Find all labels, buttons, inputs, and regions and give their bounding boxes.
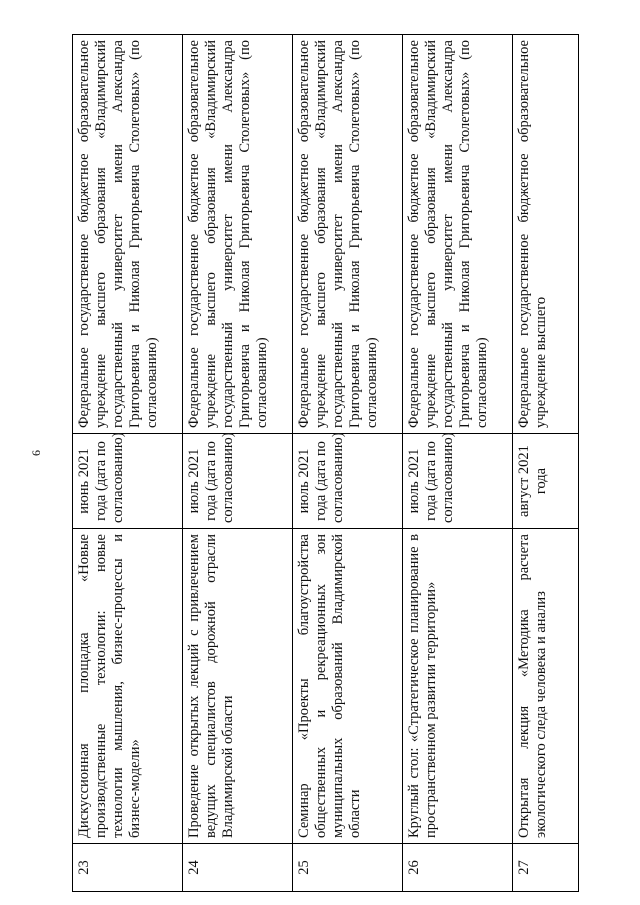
- row-number: 27: [513, 844, 579, 892]
- event-organizer: Федеральное государственное бюджетное образовательное учреждение высшего образования «Владимирский государственный университет имени Александра Григорьевича и Николая Григорьевича Столетовых» (по согласованию): [403, 35, 513, 434]
- event-organizer: Федеральное государственное бюджетное образовательное учреждение высшего: [513, 35, 579, 434]
- row-number: 25: [293, 844, 403, 892]
- row-number: 23: [73, 844, 183, 892]
- event-title: Семинар «Проекты благоустройства общественных и рекреационных зон муниципальных образований Владимирской области: [293, 529, 403, 844]
- row-number: 24: [183, 844, 293, 892]
- event-title: Открытая лекция «Методика расчета экологического следа человека и анализ: [513, 529, 579, 844]
- row-number: 26: [403, 844, 513, 892]
- event-date: июнь 2021 года (дата по согласованию): [73, 434, 183, 529]
- event-organizer: Федеральное государственное бюджетное образовательное учреждение высшего образования «Владимирский государственный университет имени Александра Григорьевича и Николая Григорьевича Столетовых» (по согласованию): [293, 35, 403, 434]
- table-row: [403, 35, 513, 892]
- event-date: июль 2021 года (дата по согласованию): [403, 434, 513, 529]
- table-row: [513, 35, 579, 892]
- event-title: Проведение открытых лекций с привлечением ведущих специалистов дорожной отрасли Владимирской области: [183, 529, 293, 844]
- event-date: июль 2021 года (дата по согласованию): [293, 434, 403, 529]
- event-title: Дискуссионная площадка «Новые производственные технологии: новые технологии мышления, бизнес-процессы и бизнес-модели»: [73, 529, 183, 844]
- event-organizer: Федеральное государственное бюджетное образовательное учреждение высшего образования «Владимирский государственный университет имени Александра Григорьевича и Николая Григорьевича Столетовых» (по согласованию): [73, 35, 183, 434]
- table-row: [293, 35, 403, 892]
- event-date: июль 2021 года (дата по согласованию): [183, 434, 293, 529]
- table-row: [183, 35, 293, 892]
- table-row: [73, 35, 183, 892]
- page-number: 6: [29, 450, 43, 456]
- event-organizer: Федеральное государственное бюджетное образовательное учреждение высшего образования «Владимирский государственный университет имени Александра Григорьевича и Николая Григорьевича Столетовых» (по согласованию): [183, 35, 293, 434]
- event-title: Круглый стол: «Стратегическое планирование в пространственном развитии территории»: [403, 529, 513, 844]
- event-date: август 2021 года: [513, 434, 579, 529]
- rotated-table-container: [72, 34, 578, 892]
- events-table: [72, 34, 579, 892]
